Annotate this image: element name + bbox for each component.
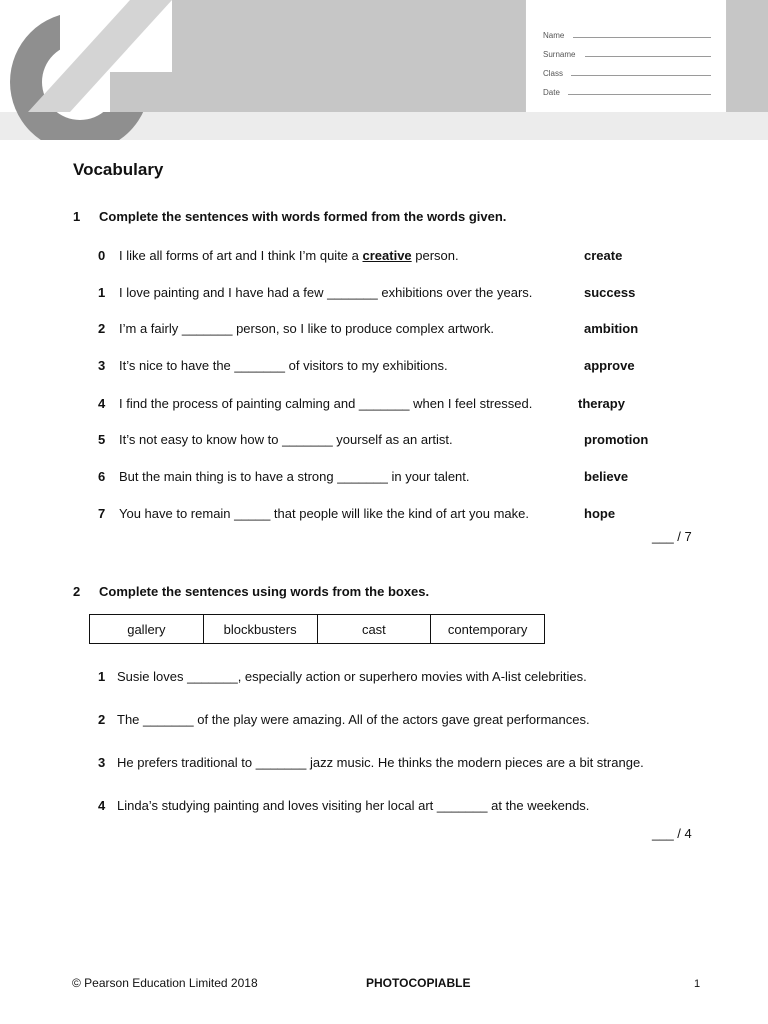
list-item [98, 358, 698, 376]
list-item [98, 432, 698, 450]
exercise-instruction: Complete the sentences using words from the boxes. [99, 584, 430, 599]
item-word: success [584, 285, 636, 300]
item-number: 5 [98, 432, 106, 447]
class-field[interactable] [571, 75, 711, 76]
list-item [98, 669, 698, 687]
name-label: Name [543, 31, 565, 40]
list-item [98, 469, 698, 487]
item-sentence: I find the process of painting calming and _______ when I feel stressed. [119, 396, 533, 411]
class-label: Class [543, 69, 564, 78]
word-box-cell: gallery [90, 615, 204, 643]
item-sentence: It’s nice to have the _______ of visitors to my exhibitions. [119, 358, 448, 373]
list-item [98, 798, 698, 816]
item-number: 2 [98, 712, 106, 727]
item-sentence: I love painting and I have had a few _______ exhibitions over the years. [119, 285, 533, 300]
exercise-number: 1 [73, 209, 81, 224]
score-exercise-1: ___ / 7 [652, 529, 692, 544]
word-box-cell: contemporary [447, 621, 528, 637]
item-number: 1 [98, 285, 106, 300]
exercise-number: 2 [73, 584, 81, 599]
form-row-surname [543, 45, 711, 59]
item-number: 7 [98, 506, 106, 521]
form-row-name [543, 26, 711, 40]
item-sentence: I’m a fairly _______ person, so I like to produce complex artwork. [119, 321, 495, 336]
list-item [98, 755, 698, 773]
item-number: 4 [98, 396, 106, 411]
item-sentence [119, 248, 459, 263]
list-item [98, 712, 698, 730]
item-word: create [584, 248, 623, 263]
list-item [98, 396, 698, 414]
name-field[interactable] [573, 37, 711, 38]
item-word: promotion [584, 432, 649, 447]
item-sentence: The _______ of the play were amazing. All of the actors gave great performances. [117, 712, 590, 727]
score-exercise-2: ___ / 4 [652, 826, 692, 841]
word-box-cell: cast [318, 615, 432, 643]
form-row-class [543, 64, 711, 78]
surname-field[interactable] [585, 56, 711, 57]
item-sentence: Linda’s studying painting and loves visiting her local art _______ at the weekends. [117, 798, 590, 813]
footer-photocopiable: PHOTOCOPIABLE [366, 976, 471, 990]
item-sentence: It’s not easy to know how to _______ yourself as an artist. [119, 432, 453, 447]
item-word: hope [584, 506, 616, 521]
example-item [98, 248, 698, 266]
item-number: 2 [98, 321, 106, 336]
item-sentence: Susie loves _______, especially action or superhero movies with A-list celebrities. [117, 669, 587, 684]
word-box-cell: blockbusters [204, 615, 318, 643]
sentence-end: person. [411, 248, 459, 263]
item-word: therapy [578, 396, 625, 411]
footer-copyright: © Pearson Education Limited 2018 [72, 976, 258, 990]
list-item [98, 285, 698, 303]
item-word: believe [584, 469, 629, 484]
item-word: approve [584, 358, 635, 373]
item-number: 6 [98, 469, 106, 484]
item-number: 1 [98, 669, 106, 684]
list-item [98, 321, 698, 339]
item-word: ambition [584, 321, 639, 336]
student-details-form [525, 0, 727, 112]
date-field[interactable] [568, 94, 711, 95]
date-label: Date [543, 88, 560, 97]
surname-label: Surname [543, 50, 576, 59]
form-row-date [543, 83, 711, 97]
item-sentence: He prefers traditional to _______ jazz music. He thinks the modern pieces are a bit strange. [117, 755, 644, 770]
item-sentence: You have to remain _____ that people will like the kind of art you make. [119, 506, 529, 521]
page-number: 1 [694, 978, 701, 990]
page-title: Vocabulary [73, 160, 164, 179]
item-number: 0 [98, 248, 106, 263]
item-number: 3 [98, 755, 106, 770]
exercise-instruction: Complete the sentences with words formed from the words given. [99, 209, 507, 224]
item-number: 3 [98, 358, 106, 373]
word-box [89, 614, 545, 644]
item-sentence: But the main thing is to have a strong _______ in your talent. [119, 469, 470, 484]
list-item [98, 506, 698, 524]
page-header [0, 0, 768, 140]
item-number: 4 [98, 798, 106, 813]
example-answer: creative [362, 248, 412, 263]
sentence-start: I like all forms of art and I think I’m quite a [119, 248, 363, 263]
